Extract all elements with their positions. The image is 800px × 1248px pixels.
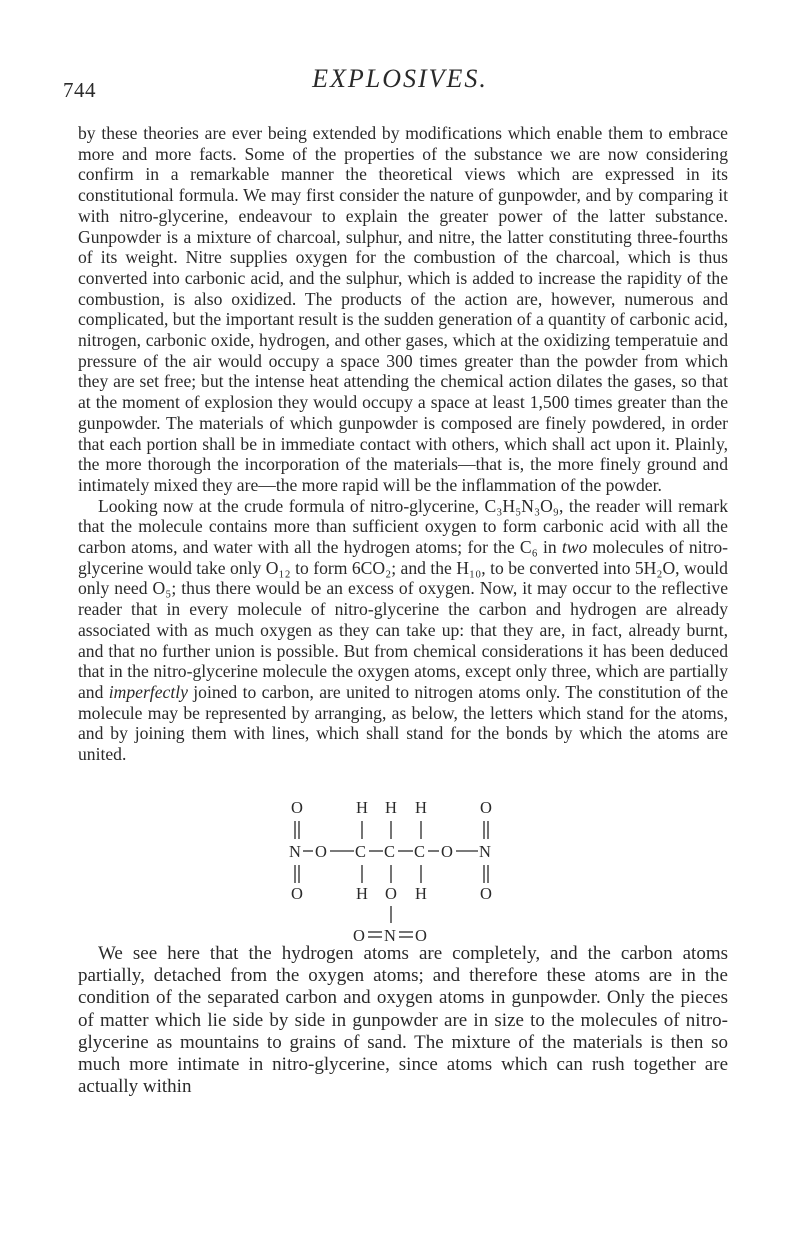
body-text-lower: [78, 943, 728, 1098]
atom-top-h-3: H: [415, 798, 427, 817]
formula-o12: O₁₂: [265, 557, 291, 578]
para2-part-9: ; thus there would be an excess of oxygen. Now, it may occur to the reflective reader that in every molecule of nitro-glycerine the carbon and hydrogen are already associated with as much oxygen as they can take up: that they are, in fact, already burnt, and that no further union is possible. But from chemical considerations it has been deduced that in the nitro-glycerine molecule the oxygen atoms, except only three, which are partially and: [78, 578, 728, 702]
para2-part-3: in: [537, 537, 562, 558]
para2-part-4: molecules of nitro-glycerine would take only: [78, 537, 728, 578]
formula-crude: C₃H₅N₃O₉: [484, 495, 559, 516]
atom-top-h-1: H: [356, 798, 368, 817]
formula-co2: 6CO₂: [351, 557, 392, 578]
italic-imperfectly: imperfectly: [108, 681, 188, 702]
atom-mid-o-left: O: [315, 842, 327, 861]
atom-top-o-right: O: [480, 798, 492, 817]
atom-bottom-o-left: O: [291, 884, 303, 903]
structural-formula-diagram: [285, 795, 510, 945]
atom-top-h-2: H: [385, 798, 397, 817]
page-number: 744: [63, 78, 96, 102]
para2-part-8: , would only need: [78, 557, 728, 599]
para2-part-1: Looking now at the crude formula of nitro-glycerine,: [98, 495, 485, 516]
atom-nitro-o-left: O: [353, 926, 365, 945]
formula-o5: O₅: [152, 578, 172, 599]
atom-mid-n-left: N: [289, 842, 301, 861]
formula-h10: H₁₀: [456, 557, 482, 578]
para2-part-5: to form: [290, 557, 352, 578]
para2-part-2: , the reader will remark that the molecule contains more than sufficient oxygen to form carbonic acid with all the carbon atoms, and water with all the hydrogen atoms; for the: [78, 495, 728, 558]
italic-two: two: [561, 537, 588, 558]
atom-nitro-n: N: [384, 926, 396, 945]
atom-mid-c3: C: [414, 842, 426, 861]
atom-mid-c2: C: [384, 842, 396, 861]
para2-part-7: , to be converted into: [481, 557, 635, 578]
atom-nitro-o-right: O: [415, 926, 427, 945]
structural-formula: [285, 795, 510, 945]
running-head: EXPLOSIVES.: [312, 64, 488, 93]
atom-mid-n-right: N: [479, 842, 491, 861]
atom-bottom-h-3: H: [415, 884, 427, 903]
atom-mid-c1: C: [355, 842, 367, 861]
para2-part-10: joined to carbon, are united to nitrogen atoms only. The constitution of the molecule may be represented by arranging, as below, the letters which stand for the atoms, and by joining them with lines, which shall stand for the bonds by which the atoms are united.: [78, 681, 728, 765]
paragraph-3: We see here that the hydrogen atoms are completely, and the carbon atoms partially, detached from the oxygen atoms; and therefore these atoms are in the condition of the separated carbon and oxygen atoms in gunpowder. Only the pieces of matter which lie side by side in gunpowder are in size to the molecules of nitro-glycerine as mountains to grains of sand. The mixture of the materials is then so much more intimate in nitro-glycerine, since atoms which can rush together are actually within: [78, 943, 728, 1098]
atom-bottom-o-mid: O: [385, 884, 397, 903]
formula-h2o: 5H₂O: [634, 557, 676, 578]
paragraph-2: [78, 496, 728, 765]
formula-c6: C₆: [519, 537, 538, 558]
atom-bottom-o-right: O: [480, 884, 492, 903]
para2-part-6: ; and the: [391, 557, 457, 578]
atom-bottom-h-1: H: [356, 884, 368, 903]
atom-mid-o-right: O: [441, 842, 453, 861]
atom-top-o-left: O: [291, 798, 303, 817]
body-text-upper: [78, 123, 728, 765]
paragraph-1: by these theories are ever being extended by modifications which enable them to embrace more and more facts. Some of the properties of the substance we are now considering confirm in a remarkable manner the theoretical views which are expressed in its constitutional formula. We may first consider the nature of gunpowder, and by comparing it with nitro-glycerine, endeavour to explain the greater power of the latter substance. Gunpowder is a mixture of charcoal, sulphur, and nitre, the latter constituting three-fourths of its weight. Nitre supplies oxygen for the combustion of the charcoal, which is thus converted into carbonic acid, and the sulphur, which is added to increase the rapidity of the combustion, is also oxidized. The products of the action are, however, numerous and complicated, but the important result is the sudden generation of a quantity of carbonic acid, nitrogen, carbonic oxide, hydrogen, and other gases, which at the oxidizing temperatuie and pressure of the air would occupy a space 300 times greater than the powder from which they are set free; but the intense heat attending the chemical action dilates the gases, so that at the moment of explosion they would occupy a space at least 1,500 times greater than the gunpowder. The materials of which gunpowder is composed are finely powdered, in order that each portion shall be in immediate contact with others, which shall act upon it. Plainly, the more thorough the incorporation of the materials—that is, the more finely ground and intimately mixed they are—the more rapid will be the inflammation of the powder.: [78, 123, 728, 495]
